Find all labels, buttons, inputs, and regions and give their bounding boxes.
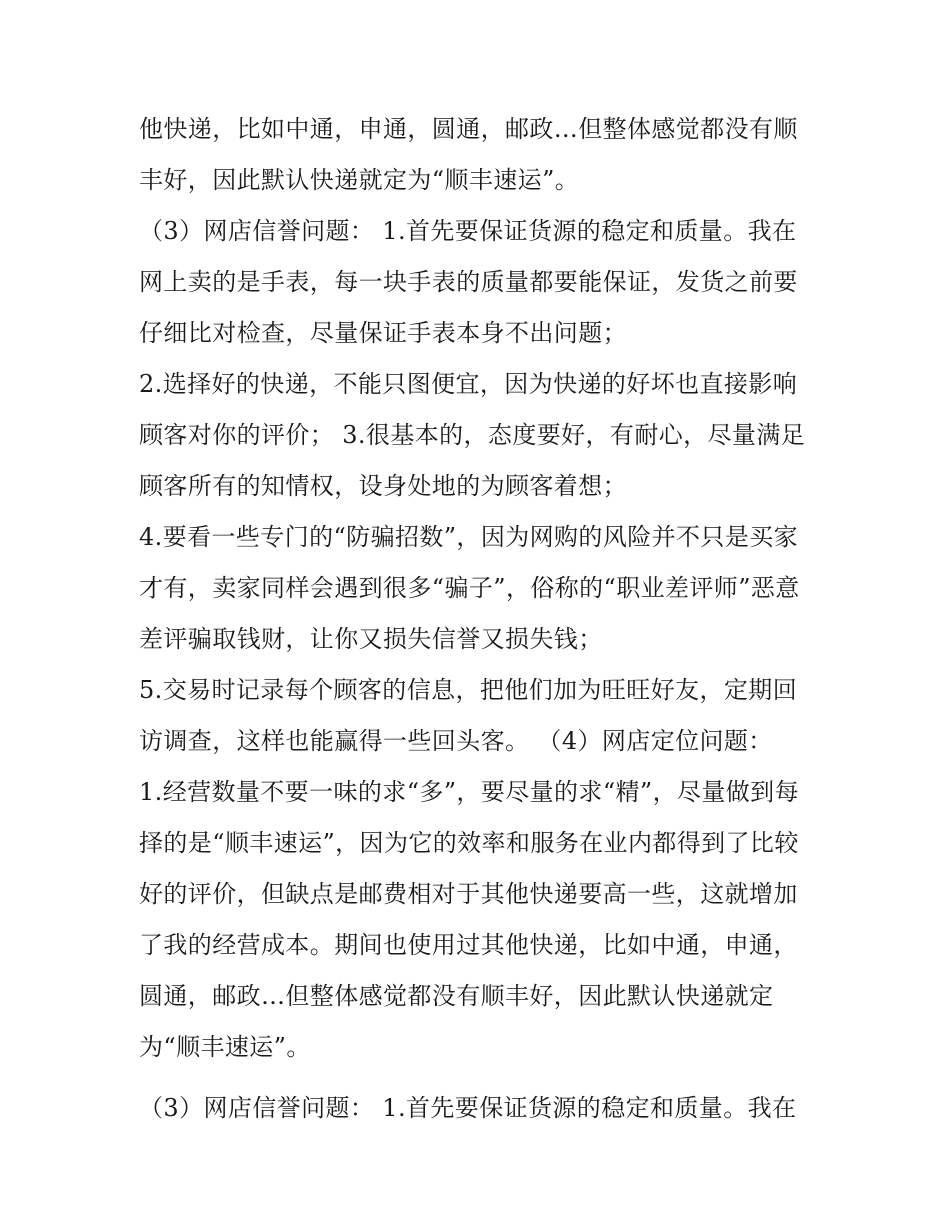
text-line: 2.选择好的快递，不能只图便宜，因为快递的好坏也直接影响 — [139, 370, 798, 398]
text-line: （3）网店信誉问题： 1.首先要保证货源的稳定和质量。我在 — [139, 1094, 797, 1122]
text-line: 4.要看一些专门的“防骗招数”，因为网购的风险并不只是买家 — [139, 523, 799, 551]
text-line: （3）网店信誉问题： 1.首先要保证货源的稳定和质量。我在 — [139, 217, 797, 245]
text-line: 丰好，因此默认快递就定为“顺丰速运”。 — [139, 166, 580, 194]
text-line: 好的评价，但缺点是邮费相对于其他快递要高一些，这就增加 — [139, 880, 798, 908]
text-line: 了我的经营成本。期间也使用过其他快递，比如中通，申通， — [139, 931, 798, 959]
text-line: 5.交易时记录每个顾客的信息，把他们加为旺旺好友，定期回 — [139, 676, 798, 704]
text-line: 1.经营数量不要一味的求“多”，要尽量的求“精”，尽量做到每 — [139, 778, 799, 806]
text-line: 仔细比对检查，尽量保证手表本身不出问题； — [139, 319, 627, 347]
text-line: 择的是“顺丰速运”，因为它的效率和服务在业内都得到了比较 — [139, 829, 799, 857]
text-line: 圆通，邮政…但整体感觉都没有顺丰好，因此默认快递就定 — [139, 982, 774, 1010]
text-line: 网上卖的是手表，每一块手表的质量都要能保证，发货之前要 — [139, 268, 798, 296]
text-line: 为“顺丰速运”。 — [139, 1033, 311, 1061]
text-line: 顾客对你的评价； 3.很基本的，态度要好，有耐心，尽量满足 — [139, 421, 806, 449]
text-line: 差评骗取钱财，让你又损失信誉又损失钱； — [139, 625, 603, 653]
text-line: 访调查，这样也能赢得一些回头客。 （4）网店定位问题： — [139, 727, 773, 755]
body-text — [139, 104, 829, 1134]
text-line: 他快递，比如中通，申通，圆通，邮政…但整体感觉都没有顺 — [139, 115, 798, 143]
text-line: 才有，卖家同样会遇到很多“骗子”，俗称的“职业差评师”恶意 — [139, 574, 800, 602]
text-line: 顾客所有的知情权，设身处地的为顾客着想； — [139, 472, 627, 500]
